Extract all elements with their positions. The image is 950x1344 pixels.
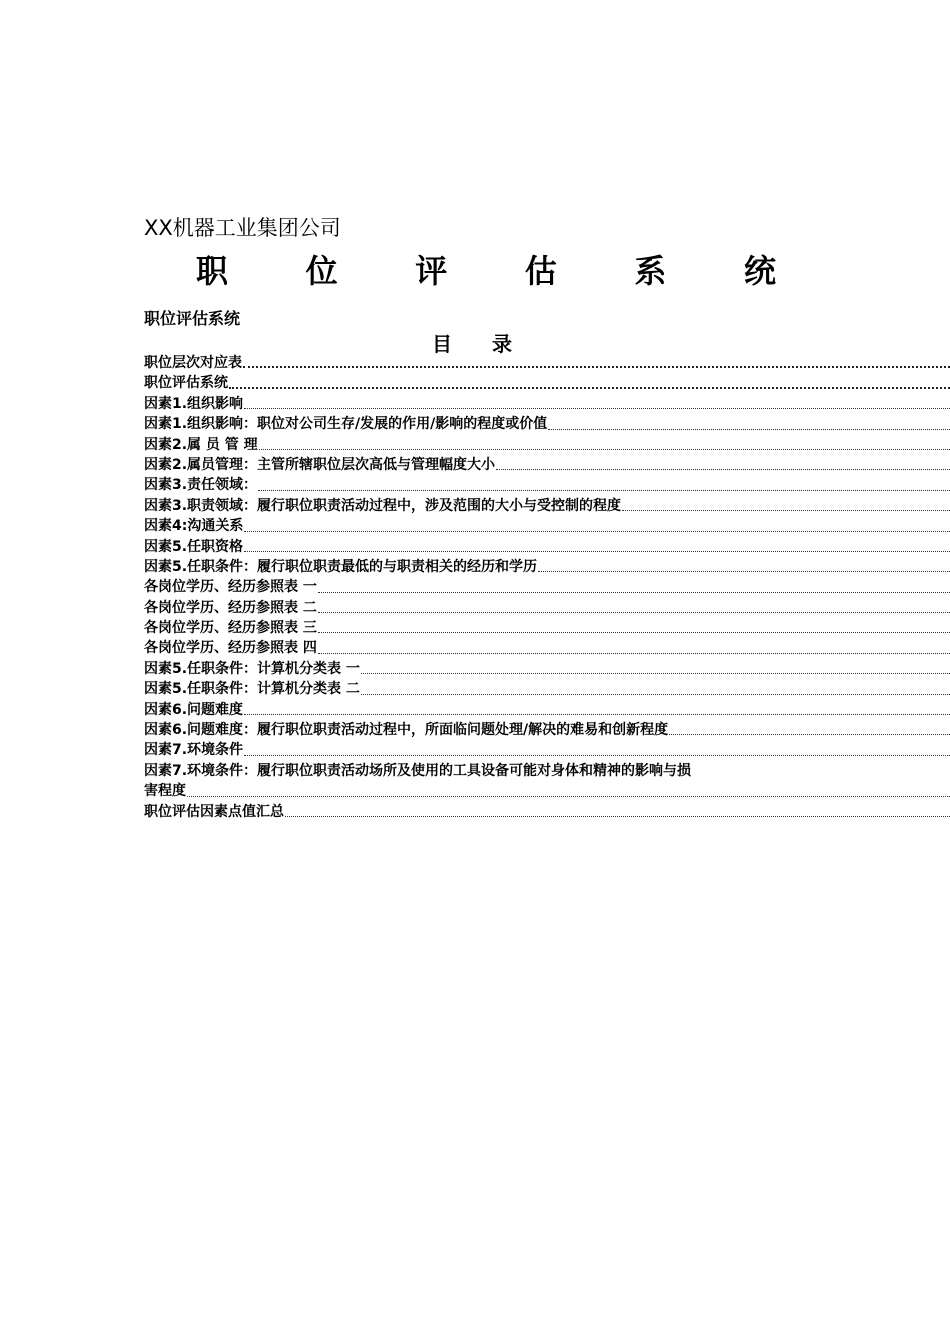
dot-leader [318,592,950,593]
toc-entry[interactable] [144,455,950,475]
toc-entry[interactable] [144,618,950,638]
dot-leader [361,694,950,695]
dot-leader [318,632,950,633]
toc-entry[interactable] [144,373,950,393]
section-subtitle: 职位评估系统 [144,309,241,328]
toc-entry-label: 职位层次对应表 [144,354,242,371]
toc-entry-label: 因素5.任职条件：计算机分类表 二 [144,681,360,698]
dot-leader [244,408,950,409]
toc-entry-label: 因素4:沟通关系 [144,518,244,535]
toc-entry-label: 因素7.环境条件 [144,742,244,759]
dot-leader [229,387,950,389]
main-title [196,246,776,292]
toc-entry[interactable] [144,435,950,455]
toc-entry-label: 因素5.任职资格 [144,538,244,555]
toc-entry[interactable] [144,414,950,434]
toc-entry[interactable] [144,598,950,618]
toc-entry-label: 各岗位学历、经历参照表 三 [144,620,317,637]
company-name: XX机器工业集团公司 [144,216,341,240]
main-title-char: 位 [305,252,338,290]
toc-entry-continuation[interactable] [144,781,950,801]
toc-entry-label: 因素6.问题难度 [144,701,244,718]
toc-entry-label: 因素1.组织影响 [144,395,244,412]
main-title-char: 估 [524,252,557,290]
table-of-contents [144,353,950,822]
toc-entry-label: 因素7.环境条件：履行职位职责活动场所及使用的工具设备可能对身体和精神的影响与损 [144,762,692,779]
dot-leader [258,490,950,491]
main-title-char: 职 [196,252,229,290]
toc-entry[interactable] [144,557,950,577]
toc-entry[interactable] [144,394,950,414]
toc-entry-label: 各岗位学历、经历参照表 四 [144,640,317,657]
dot-leader [187,796,950,797]
toc-entry[interactable] [144,577,950,597]
toc-entry[interactable] [144,516,950,536]
dot-leader [244,531,950,532]
dot-leader [243,366,950,368]
dot-leader [496,469,950,470]
toc-entry[interactable] [144,496,950,516]
toc-entry-label: 因素3.职责领域：履行职位职责活动过程中，涉及范围的大小与受控制的程度 [144,497,622,514]
main-title-char: 系 [634,252,667,290]
dot-leader [318,653,950,654]
toc-entry[interactable] [144,740,950,760]
toc-entry-label: 因素3.责任领域： [144,477,258,494]
toc-entry[interactable] [144,720,950,740]
toc-entry-label: 因素5.任职条件：履行职位职责最低的与职责相关的经历和学历 [144,558,538,575]
toc-heading-left: 目 [432,332,452,356]
dot-leader [285,816,950,817]
dot-leader [669,734,950,735]
main-title-char: 统 [743,252,776,290]
toc-entry-label: 各岗位学历、经历参照表 一 [144,579,317,596]
toc-entry[interactable] [144,802,950,822]
toc-entry[interactable] [144,700,950,720]
main-title-char: 评 [415,252,448,290]
toc-entry[interactable] [144,353,950,373]
toc-entry-label: 害程度 [144,783,186,800]
dot-leader [244,551,950,552]
toc-entry[interactable] [144,475,950,495]
toc-entry[interactable] [144,638,950,658]
toc-entry[interactable] [144,537,950,557]
toc-entry-label: 因素5.任职条件：计算机分类表 一 [144,660,360,677]
toc-entry-label: 因素2.属员管理：主管所辖职位层次高低与管理幅度大小 [144,456,496,473]
dot-leader [244,714,950,715]
toc-entry-label: 因素1.组织影响：职位对公司生存/发展的作用/影响的程度或价值 [144,416,548,433]
dot-leader [622,510,950,511]
toc-entry[interactable] [144,679,950,699]
toc-entry[interactable] [144,659,950,679]
dot-leader [259,449,950,450]
dot-leader [548,429,950,430]
dot-leader [361,673,950,674]
toc-entry-label: 各岗位学历、经历参照表 二 [144,599,317,616]
dot-leader [244,755,950,756]
toc-heading-right: 录 [492,332,512,356]
toc-entry-label: 职位评估因素点值汇总 [144,803,284,820]
toc-entry[interactable] [144,761,950,781]
dot-leader [318,612,950,613]
toc-entry-label: 因素2.属 员 管 理 [144,436,258,453]
toc-entry-label: 职位评估系统 [144,375,228,392]
toc-entry-label: 因素6.问题难度：履行职位职责活动过程中，所面临问题处理/解决的难易和创新程度 [144,722,669,739]
dot-leader [538,571,950,572]
